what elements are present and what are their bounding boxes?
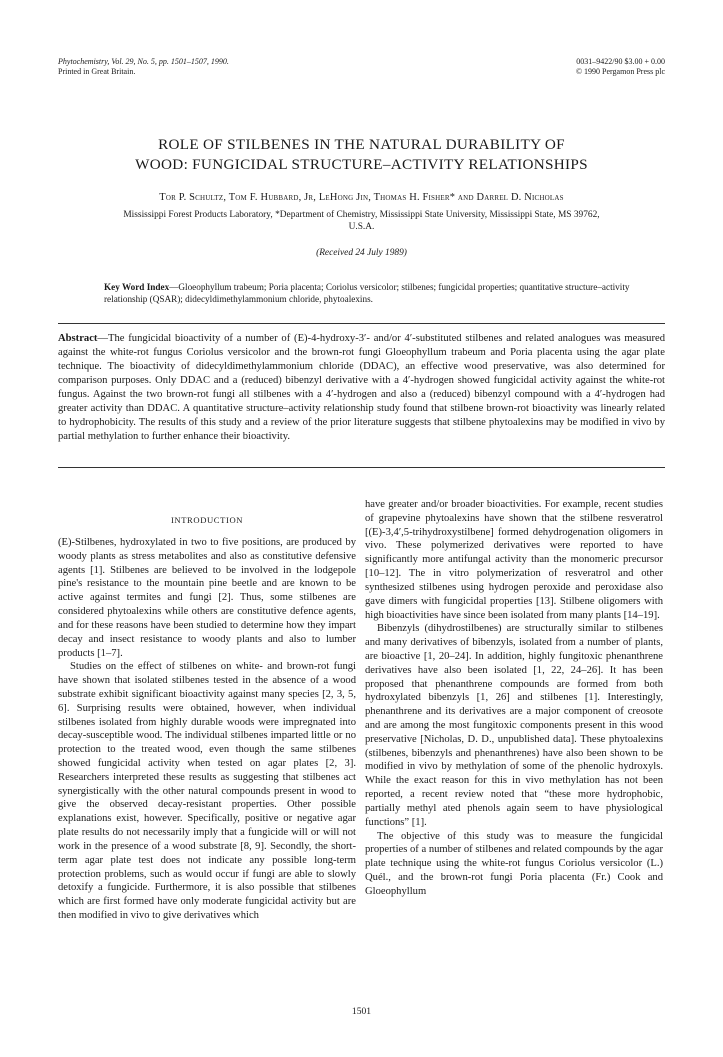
intro-paragraph-4: Bibenzyls (dihydrostilbenes) are structurally similar to stilbenes and many derivatives of bibenzyls, isolated from a number of plants, are bioactive [1, 20–24]. In addition, highly fungitoxic phenanthrene derivatives have also been isolated [1, 22, 24–26]. It has been proposed that phenanthrene compounds are formed from both hydroxylated bibenzyls [1, 26] and stilbenes [1]. Interestingly, phenanthrene and its derivatives are a major component of creosote and are among the most fungitoxic components present in this wood preservative [Nicholas, D. D., unpublished data]. These phytoalexins (stilbenes, bibenzyls and phenanthrenes) have also been shown to be modified in vivo by methylation of some of the phenolic hydroxyls. While the exact reason for this in vivo methylation has not been reported, a recent review noted that “these more hydrophobic, partially methyl ated phenols again seem to have physiological functions” [1]. [365,623,663,828]
page-number: 1501 [351,1006,372,1017]
journal-header-left [58,57,229,77]
keyword-label: Key Word Index [104,282,170,292]
copyright: © 1990 Pergamon Press plc [575,67,665,76]
rule-below-abstract [58,467,665,468]
author-list: Tor P. Schultz, Tom F. Hubbard, Jr, LeHong Jin, Thomas H. Fisher* and Darrel D. Nicholas [159,192,564,203]
abstract-text: —The fungicidal bioactivity of a number of (E)-4-hydroxy-3′- and/or 4′-substituted stilbenes and related analogues was measured against the white-rot fungus Coriolus versicolor and the brown-rot fungi Gloeophyllum trabeum and Poria placenta using the agar plate technique. The bioactivity of didecyldimethylammonium chloride (DDAC), an effective wood preservative, was also determined for comparison purposes. Only DDAC and a (reduced) bibenzyl derivative with a 4′-hydrogen showed fungicidal activity against the white-rot fungus. Against the two brown-rot fungi all stilbenes with a 4′-hydrogen and also a (reduced) bibenzyl compound with a 4′-hydrogen had greater activity than DDAC. A quantitative structure–activity relationship study found that stilbene brown-rot bioactivity was linearly related to hydrophobicity. The results of this study and a review of the prior literature suggests that stilbene phytoalexins may be modified in vivo by partial methylation to further enhance their bioactivity. [58,333,665,442]
abstract-label: Abstract [58,333,98,344]
keyword-index [104,281,634,305]
rule-above-abstract [58,323,665,324]
intro-paragraph-1: (E)-Stilbenes, hydroxylated in two to five positions, are produced by woody plants as stress metabolites and also as constitutive defensive agents [1]. Stilbenes are believed to be involved in the lodgepole pine's resistance to the mountain pine beetle and are known to be active against termites and fungi [2]. Thus, some stilbenes are considered phytoalexins while others are constitutive defence agents, and for these reasons have been studied to determine how they impart decay and insect resistance to woody plants and also to lumber products [1–7]. [58,537,356,659]
intro-paragraph-5: The objective of this study was to measure the fungicidal properties of a number of stilbenes and related compounds by the agar plate technique using the white-rot fungus Coriolus versicolor (L.) Quél., and the brown-rot fungi Poria placenta (Fr.) Cook and Gloeophyllum [365,830,664,897]
section-heading-introduction: INTRODUCTION [170,515,244,525]
right-column [365,498,663,899]
journal-citation: Phytochemistry, Vol. 29, No. 5, pp. 1501–1507, 1990. [58,57,229,66]
received-date: (Received 24 July 1989) [316,248,407,258]
affiliation-line-1: Mississippi Forest Products Laboratory, *Department of Chemistry, Mississippi State University, Mississippi State, MS 39762, [123,210,600,220]
affiliation [50,209,673,233]
intro-paragraph-2: Studies on the effect of stilbenes on white- and brown-rot fungi have shown that isolated stilbenes tested in the absence of a wood substrate exhibit significant bioactivity against many species [2, 3, 5, 6]. Surprising results were obtained, however, when individual stilbenes isolated from highly durable woods were impregnated into decay-susceptible wood. The individual stilbenes imparted little or no protection to the treated wood, even though the same stilbenes showed fungicidal activity when tested on agar plates [2, 3]. Researchers interpreted these results as suggesting that stilbenes act synergistically with the other natural compounds present in wood to give the observed decay-resistant properties. Other possible explanations exist, however. Specifically, positive or negative agar plate results do not necessarily imply that a fungicide will or will not work in the presence of a wood substrate [8, 9]. Secondly, the short-term agar plate test does not indicate any possible long-term protection problems, such as would occur if fungi are able to slowly detoxify a fungicide. Furthermore, it is also possible that stilbenes which are first formed have only moderate fungicidal activity but are then modified in vivo to give derivatives which [58,661,356,921]
journal-header-right [576,57,665,77]
left-column [58,536,356,923]
printed-in: Printed in Great Britain. [58,67,136,76]
intro-paragraph-3: have greater and/or broader bioactivities. For example, recent studies of grapevine phytoalexins have shown that the stilbene resveratrol [(E)-3,4′,5-trihydroxystilbene] formed dehydrogenation oligomers in vivo. These polymerized derivatives were reported to have significantly more antifungal activity than the monomeric precursor [10–12]. The in vitro polymerization of resveratrol and other synthesized stilbenes using hydrogen peroxide and peroxidase also gave dimers with fungicidal properties [13]. Stilbene oligomers with high bioactivities have since been isolated from many plants [14–19]. [365,499,663,621]
keyword-text: —Gloeophyllum trabeum; Poria placenta; Coriolus versicolor; stilbenes; fungicidal properties; quantitative structure–activity relationship (QSAR); didecyldimethylammonium chloride, phytoalexins. [104,282,630,304]
title-line-2: WOOD: FUNGICIDAL STRUCTURE–ACTIVITY RELATIONSHIPS [135,156,588,173]
abstract [58,332,665,444]
issn-price: 0031–9422/90 $3.00 + 0.00 [576,57,665,66]
article-title [40,135,683,175]
title-line-1: ROLE OF STILBENES IN THE NATURAL DURABILITY OF [158,136,565,153]
affiliation-line-2: U.S.A. [348,222,375,232]
